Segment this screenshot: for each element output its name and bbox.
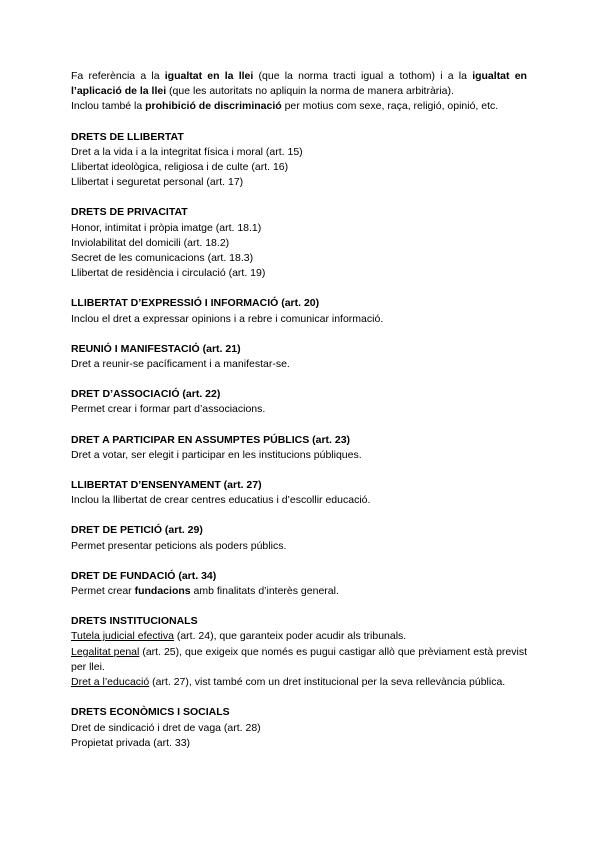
section-drets-privacitat — [71, 205, 527, 281]
line-emphasis: fundacions — [134, 585, 191, 598]
intro-emphasis: prohibició de discriminació — [145, 100, 282, 113]
intro-text: (que la norma tracti igual a tothom) i a la — [253, 70, 473, 82]
intro-text: Fa referència a la — [71, 70, 165, 82]
section-line: Permet crear i formar part d’associacions. — [71, 403, 266, 416]
section-heading: DRETS DE LLIBERTAT — [71, 130, 184, 143]
section-dret-associacio — [71, 387, 527, 417]
section-heading: LLIBERTAT D’EXPRESSIÓ I INFORMACIÓ (art. 20) — [71, 297, 320, 310]
section-line: Dret a la vida i a la integritat física i moral (art. 15) — [71, 145, 303, 158]
section-line: Llibertat de residència i circulació (art. 19) — [71, 267, 266, 280]
section-line — [71, 629, 527, 644]
document-page — [71, 69, 527, 751]
section-participar-assumptes-publics — [71, 433, 527, 463]
section-reunio-manifestacio — [71, 342, 527, 372]
section-heading: DRETS DE PRIVACITAT — [71, 206, 188, 219]
section-line: Inclou la llibertat de crear centres educatius i d’escollir educació. — [71, 494, 371, 507]
section-line — [71, 675, 527, 690]
intro-paragraph-2 — [71, 99, 527, 114]
section-line — [71, 645, 527, 675]
section-line: Secret de les comunicacions (art. 18.3) — [71, 252, 254, 265]
section-heading: REUNIÓ I MANIFESTACIÓ (art. 21) — [71, 342, 241, 355]
intro-paragraph-1 — [71, 69, 527, 99]
section-line: Permet presentar peticions als poders públics. — [71, 539, 287, 552]
intro-text: Inclou també la — [71, 100, 146, 113]
section-dret-fundacio — [71, 569, 527, 599]
section-line: Dret de sindicació i dret de vaga (art. 28) — [71, 721, 261, 734]
section-line: Llibertat ideològica, religiosa i de culte (art. 16) — [71, 161, 289, 174]
intro-text: (que les autoritats no apliquin la norma de manera arbitrària). — [166, 85, 454, 98]
section-heading: DRETS ECONÒMICS I SOCIALS — [71, 706, 230, 719]
intro-emphasis: igualtat en la llei — [164, 70, 254, 82]
section-heading: DRETS INSTITUCIONALS — [71, 615, 198, 628]
section-heading: LLIBERTAT D’ENSENYAMENT (art. 27) — [71, 479, 262, 492]
line-text: (art. 25), que exigeix que només es pugui castigar allò que prèviament està previst per llei. — [71, 645, 527, 673]
section-line: Inviolabilitat del domicili (art. 18.2) — [71, 236, 230, 249]
section-line — [71, 584, 527, 599]
intro-emphasis: igualtat en l’aplicació de la llei — [71, 70, 527, 98]
section-heading: DRET DE FUNDACIÓ (art. 34) — [71, 569, 217, 582]
section-line: Inclou el dret a expressar opinions i a rebre i comunicar informació. — [71, 312, 384, 325]
section-line: Honor, intimitat i pròpia imatge (art. 18.1) — [71, 221, 262, 234]
section-heading: DRET D’ASSOCIACIÓ (art. 22) — [71, 388, 221, 401]
section-heading: DRET DE PETICIÓ (art. 29) — [71, 524, 203, 537]
section-drets-institucionals — [71, 614, 527, 690]
intro-block — [71, 69, 527, 115]
underlined-term: Tutela judicial efectiva — [71, 630, 174, 643]
section-line: Dret a votar, ser elegit i participar en les institucions públiques. — [71, 448, 362, 461]
section-line: Dret a reunir-se pacíficament i a manifestar-se. — [71, 358, 290, 371]
line-text: amb finalitats d’interès general. — [190, 585, 339, 598]
section-line: Llibertat i seguretat personal (art. 17) — [71, 176, 244, 189]
section-llibertat-expressio — [71, 296, 527, 326]
line-text: Permet crear — [71, 585, 135, 598]
section-dret-peticio — [71, 523, 527, 553]
section-llibertat-ensenyament — [71, 478, 527, 508]
intro-text: per motius com sexe, raça, religió, opinió, etc. — [281, 100, 499, 113]
section-line: Propietat privada (art. 33) — [71, 736, 191, 749]
section-heading: DRET A PARTICIPAR EN ASSUMPTES PÚBLICS (art. 23) — [71, 433, 351, 446]
line-text: (art. 27), vist també com un dret institucional per la seva rellevància pública. — [149, 676, 506, 689]
underlined-term: Legalitat penal — [71, 645, 140, 658]
line-text: (art. 24), que garanteix poder acudir als tribunals. — [173, 630, 407, 643]
section-drets-llibertat — [71, 130, 527, 191]
underlined-term: Dret a l’educació — [71, 676, 150, 689]
section-drets-economics-socials — [71, 705, 527, 751]
